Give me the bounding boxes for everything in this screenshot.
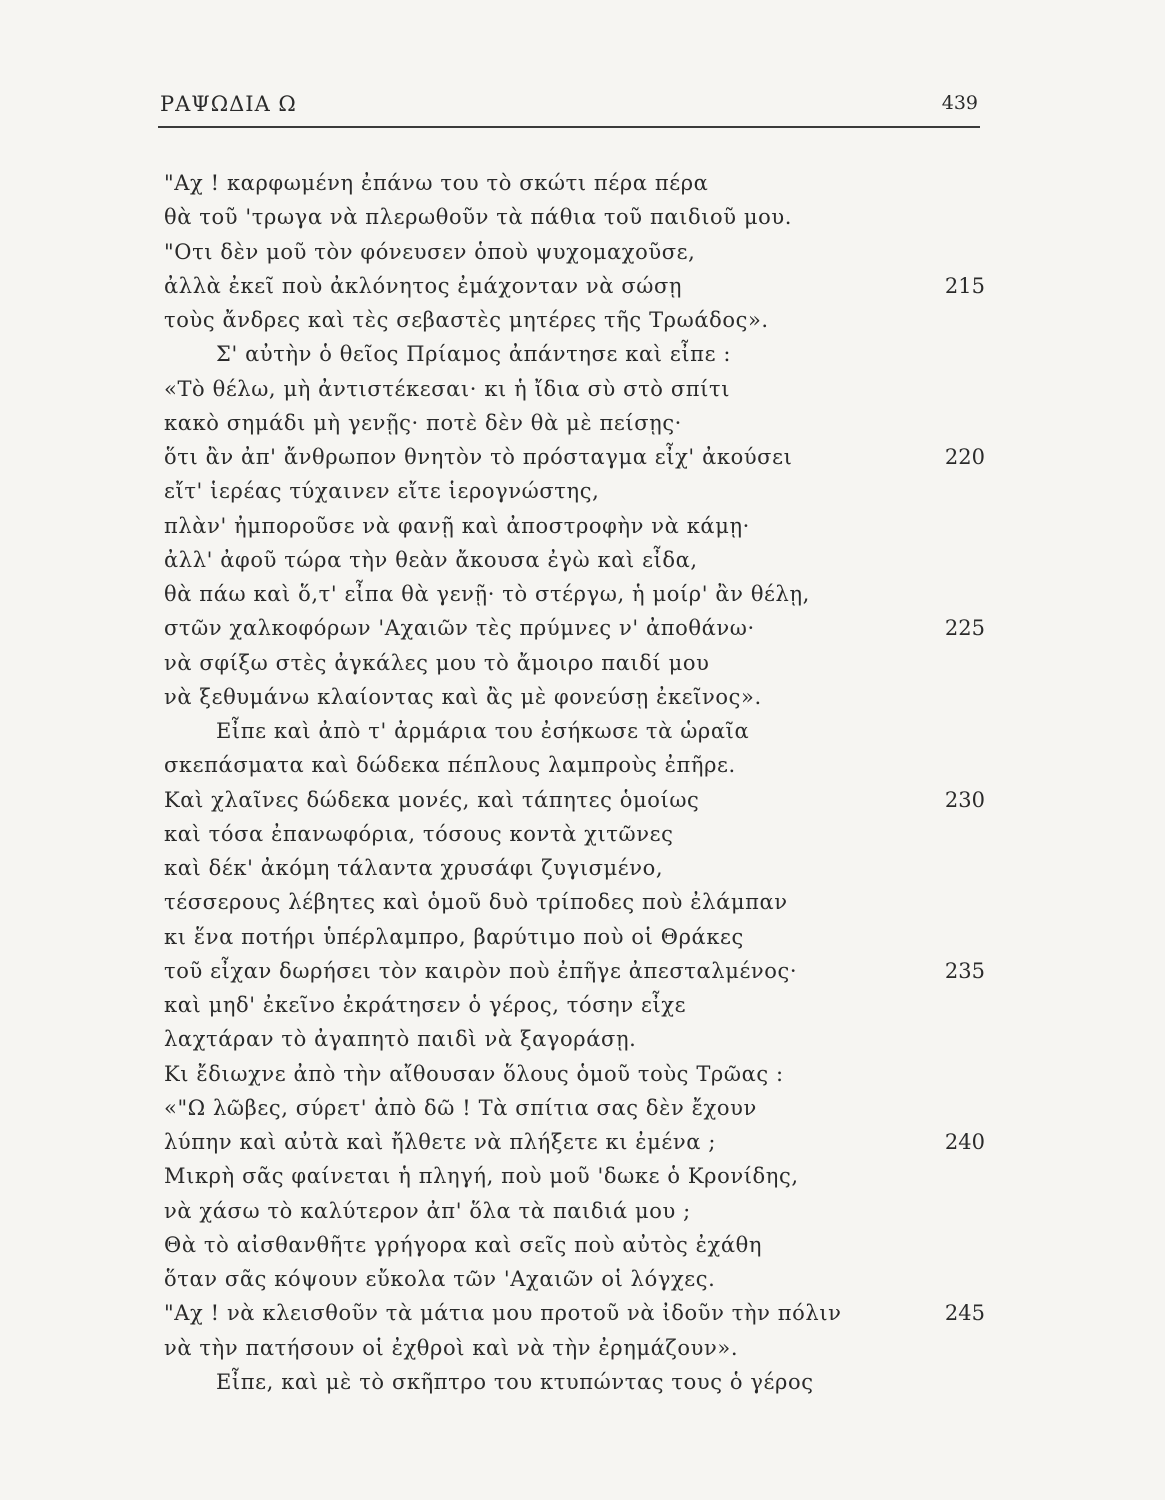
- line-number: 230: [944, 787, 985, 812]
- verse-text: θὰ πάω καὶ ὅ,τ' εἶπα θὰ γενῇ· τὸ στέργω, ἡ μοίρ' ἂν θέλῃ,: [164, 582, 810, 606]
- verse-text: ἀλλὰ ἐκεῖ ποὺ ἀκλόνητος ἐμάχονταν νὰ σώσῃ: [164, 273, 683, 298]
- verse-line: [0, 1296, 1165, 1330]
- verse-line: [0, 920, 1165, 954]
- verse-line: [0, 714, 1165, 748]
- verse-line: [0, 200, 1165, 234]
- verse-line: [0, 1365, 1165, 1399]
- verse-text: καὶ δέκ' ἀκόμη τάλαντα χρυσάφι ζυγισμένο,: [164, 856, 664, 880]
- verse-line: [0, 577, 1165, 611]
- verse-text: Καὶ χλαῖνες δώδεκα μονές, καὶ τάπητες ὁμοίως: [164, 787, 700, 812]
- verse-line: [0, 851, 1165, 885]
- verse-line: [0, 1159, 1165, 1193]
- verse-line: [0, 474, 1165, 508]
- verse-line: [0, 166, 1165, 200]
- verse-text: "Αχ ! καρφωμένη ἐπάνω του τὸ σκώτι πέρα πέρα: [164, 171, 709, 195]
- verse-line: [0, 440, 1165, 474]
- verse-text: Εἶπε καὶ ἀπὸ τ' ἀρμάρια του ἐσήκωσε τὰ ὡραῖα: [216, 719, 750, 743]
- verse-text: «"Ω λῶβες, σύρετ' ἀπὸ δῶ ! Τὰ σπίτια σας δὲν ἔχουν: [164, 1095, 757, 1120]
- verse-line: [0, 269, 1165, 303]
- verse-line: [0, 1194, 1165, 1228]
- line-number: 240: [944, 1130, 985, 1154]
- verse-text: εἴτ' ἱερέας τύχαινεν εἴτε ἱερογνώστης,: [164, 479, 600, 504]
- verse-line: [0, 680, 1165, 714]
- verse-line: [0, 1331, 1165, 1365]
- verse-text: κακὸ σημάδι μὴ γενῇς· ποτὲ δὲν θὰ μὲ πείσῃς·: [164, 410, 682, 435]
- verse-text: καὶ μηδ' ἐκεῖνο ἐκράτησεν ὁ γέρος, τόσην εἶχε: [164, 993, 687, 1017]
- verse-text: ὅτι ἂν ἀπ' ἄνθρωπον θνητὸν τὸ πρόσταγμα εἶχ' ἀκούσει: [164, 445, 793, 469]
- verse-line: [0, 646, 1165, 680]
- verse-line: [0, 1091, 1165, 1125]
- verse-text: λύπην καὶ αὐτὰ καὶ ἤλθετε νὰ πλήξετε κι ἐμένα ;: [164, 1130, 716, 1154]
- verse-text: νὰ σφίξω στὲς ἀγκάλες μου τὸ ἄμοιρο παιδί μου: [164, 650, 710, 675]
- verse-line: [0, 611, 1165, 645]
- verse-line: [0, 783, 1165, 817]
- verse-text: κι ἕνα ποτήρι ὑπέρλαμπρο, βαρύτιμο ποὺ οἱ Θράκες: [164, 924, 744, 949]
- page-number: 439: [941, 92, 978, 114]
- verse-text: σκεπάσματα καὶ δώδεκα πέπλους λαμπροὺς ἐπῆρε.: [164, 753, 736, 778]
- line-number: 215: [944, 273, 985, 298]
- line-number: 235: [944, 958, 985, 983]
- verse-line: [0, 817, 1165, 851]
- verse-text: θὰ τοῦ 'τρωγα νὰ πλερωθοῦν τὰ πάθια τοῦ παιδιοῦ μου.: [164, 205, 793, 230]
- line-number: 220: [944, 445, 985, 469]
- verse-text: τέσσερους λέβητες καὶ ὁμοῦ δυὸ τρίποδες ποὺ ἐλάμπαν: [164, 890, 788, 915]
- verse-line: [0, 988, 1165, 1022]
- verse-text: Εἶπε, καὶ μὲ τὸ σκῆπτρο του κτυπώντας τους ὁ γέρος: [216, 1369, 814, 1394]
- verse-line: [0, 885, 1165, 919]
- verse-block: [0, 166, 1165, 1399]
- line-number: 245: [944, 1301, 985, 1326]
- verse-text: πλὰν' ἠμποροῦσε νὰ φανῇ καὶ ἀποστροφὴν νὰ κάμῃ·: [164, 513, 750, 538]
- verse-text: στῶν χαλκοφόρων 'Αχαιῶν τὲς πρύμνες ν' ἀποθάνω·: [164, 616, 755, 641]
- verse-text: "Οτι δὲν μοῦ τὸν φόνευσεν ὁποὺ ψυχομαχοῦσε,: [164, 239, 696, 264]
- verse-text: ὅταν σᾶς κόψουν εὔκολα τῶν 'Αχαιῶν οἱ λόγχες.: [164, 1267, 716, 1291]
- verse-line: [0, 372, 1165, 406]
- verse-line: [0, 337, 1165, 371]
- verse-line: [0, 509, 1165, 543]
- verse-line: [0, 235, 1165, 269]
- verse-text: νὰ τὴν πατήσουν οἱ ἐχθροὶ καὶ νὰ τὴν ἐρημάζουν».: [164, 1335, 739, 1360]
- header-rule: [158, 126, 980, 128]
- verse-line: [0, 1262, 1165, 1296]
- verse-text: νὰ ξεθυμάνω κλαίοντας καὶ ἂς μὲ φονεύσῃ ἐκεῖνος».: [164, 684, 762, 709]
- verse-text: Κι ἔδιωχνε ἀπὸ τὴν αἴθουσαν ὅλους ὁμοῦ τοὺς Τρῶας :: [164, 1061, 784, 1086]
- verse-text: ἀλλ' ἀφοῦ τώρα τὴν θεὰν ἄκουσα ἐγὼ καὶ εἶδα,: [164, 547, 698, 572]
- verse-line: [0, 1228, 1165, 1262]
- verse-line: [0, 1057, 1165, 1091]
- page-header: [160, 88, 978, 126]
- verse-text: Θὰ τὸ αἰσθανθῆτε γρήγορα καὶ σεῖς ποὺ αὐτὸς ἐχάθη: [164, 1232, 763, 1257]
- line-number: 225: [944, 616, 985, 641]
- verse-text: "Αχ ! νὰ κλεισθοῦν τὰ μάτια μου προτοῦ νὰ ἰδοῦν τὴν πόλιν: [164, 1301, 842, 1326]
- verse-text: Σ' αὐτὴν ὁ θεῖος Πρίαμος ἀπάντησε καὶ εἶπε :: [216, 342, 732, 367]
- verse-text: τοῦ εἶχαν δωρήσει τὸν καιρὸν ποὺ ἐπῆγε ἀπεσταλμένος·: [164, 958, 798, 983]
- verse-line: [0, 1125, 1165, 1159]
- verse-line: [0, 748, 1165, 782]
- verse-text: Μικρὴ σᾶς φαίνεται ἡ πληγή, ποὺ μοῦ 'δωκε ὁ Κρονίδης,: [164, 1164, 799, 1189]
- verse-line: [0, 1022, 1165, 1056]
- verse-text: «Τὸ θέλω, μὴ ἀντιστέκεσαι· κι ἡ ἴδια σὺ στὸ σπίτι: [164, 376, 731, 401]
- verse-text: τοὺς ἄνδρες καὶ τὲς σεβαστὲς μητέρες τῆς Τρωάδος».: [164, 308, 769, 332]
- verse-line: [0, 406, 1165, 440]
- verse-line: [0, 303, 1165, 337]
- verse-text: νὰ χάσω τὸ καλύτερον ἀπ' ὅλα τὰ παιδιά μου ;: [164, 1198, 691, 1223]
- verse-text: λαχτάραν τὸ ἀγαπητὸ παιδὶ νὰ ξαγοράσῃ.: [164, 1027, 637, 1052]
- verse-line: [0, 954, 1165, 988]
- verse-line: [0, 543, 1165, 577]
- running-head: ΡΑΨΩΔΙΑ Ω: [160, 92, 297, 116]
- verse-text: καὶ τόσα ἐπανωφόρια, τόσους κοντὰ χιτῶνες: [164, 821, 674, 846]
